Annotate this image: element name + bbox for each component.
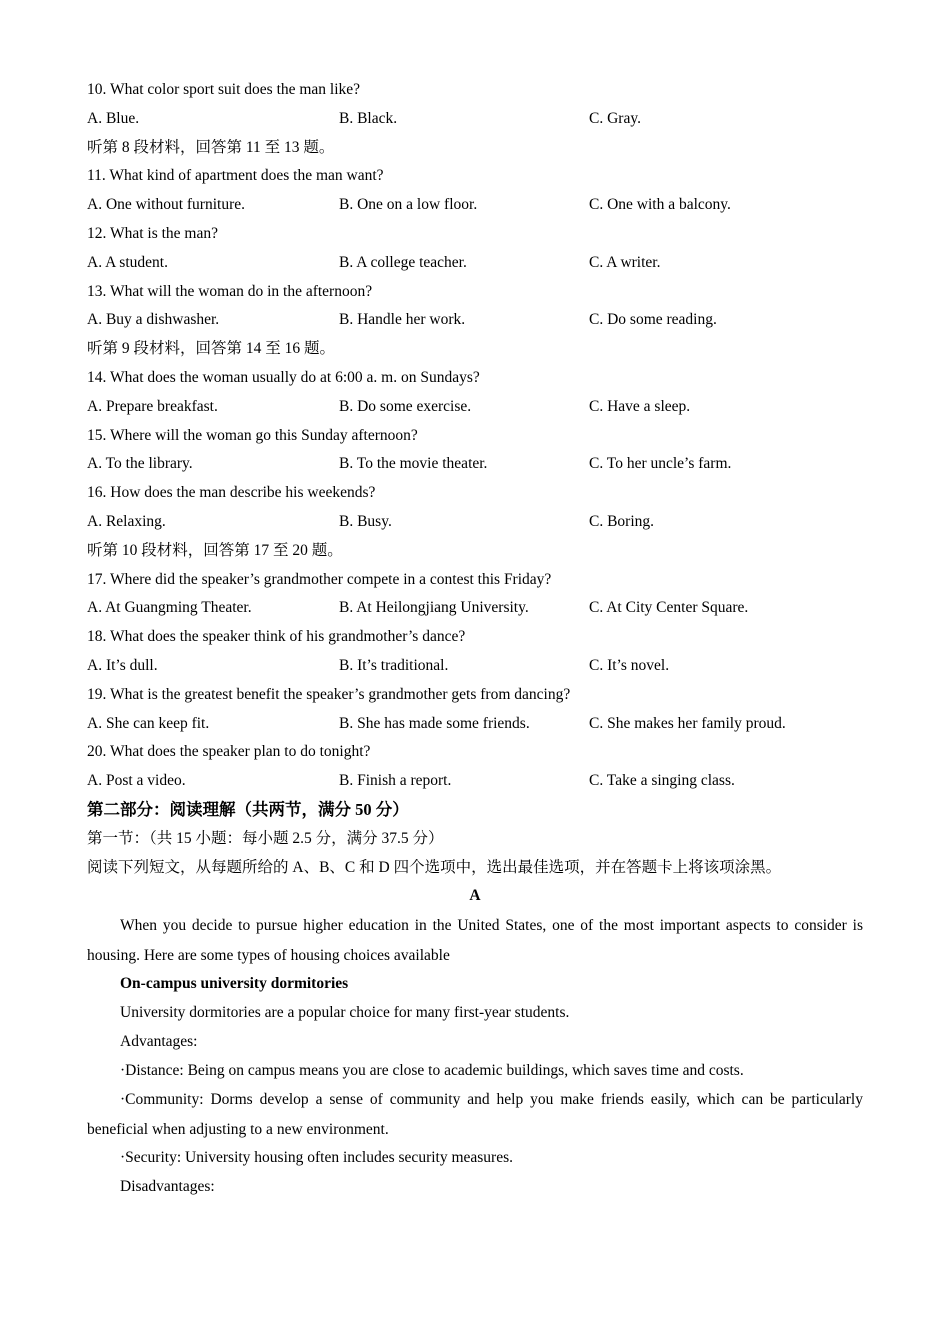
option-c: C. A writer. [589, 253, 661, 271]
question-12: 12. What is the man? [87, 224, 219, 242]
section-8-instruction: 听第 8 段材料，回答第 11 至 13 题。 [87, 138, 335, 156]
question-18: 18. What does the speaker think of his grandmother’s dance? [87, 628, 466, 646]
option-a: A. A student. [87, 253, 168, 271]
option-b: B. Busy. [339, 512, 392, 530]
option-b: B. She has made some friends. [339, 714, 530, 732]
passage-intro: When you decide to pursue higher education in the United States, one of the most important aspects to consider is housing. Here are some types of housing choices available [87, 917, 863, 964]
options-20 [87, 767, 863, 796]
option-a: A. Prepare breakfast. [87, 397, 218, 415]
options-14 [87, 393, 863, 422]
option-b: B. Black. [339, 109, 398, 127]
option-c: C. Gray. [589, 109, 641, 127]
section-1-title: 第一节：（共 15 小题：每小题 2.5 分，满分 37.5 分） [87, 829, 444, 847]
question-10: 10. What color sport suit does the man like? [87, 81, 361, 98]
option-a: A. Post a video. [87, 772, 186, 790]
options-18 [87, 652, 863, 681]
option-a: A. She can keep fit. [87, 714, 210, 732]
option-a: A. It’s dull. [87, 656, 158, 674]
question-19: 19. What is the greatest benefit the speaker’s grandmother gets from dancing? [87, 685, 571, 703]
passage-subheading: On-campus university dormitories [120, 975, 349, 993]
options-16 [87, 508, 863, 537]
options-19 [87, 710, 863, 739]
question-16: 16. How does the man describe his weekends? [87, 484, 376, 502]
options-11 [87, 191, 863, 220]
disadvantages-label: Disadvantages: [120, 1178, 215, 1196]
question-20: 20. What does the speaker plan to do tonight? [87, 743, 371, 761]
reading-instruction: 阅读下列短文，从每题所给的 A、B、C 和 D 四个选项中，选出最佳选项，并在答题卡上将该项涂黑。 [87, 858, 782, 876]
dorm-description: University dormitories are a popular choice for many first-year students. [120, 1003, 570, 1021]
advantage-community: ·Community: Dorms develop a sense of community and help you make friends easily, which can be particularly beneficial when adjusting to a new environment. [87, 1091, 863, 1138]
option-b: B. Do some exercise. [339, 397, 472, 415]
question-17: 17. Where did the speaker’s grandmother compete in a contest this Friday? [87, 570, 552, 588]
passage-label: A [469, 887, 481, 905]
option-a: A. Buy a dishwasher. [87, 311, 220, 329]
option-b: B. One on a low floor. [339, 196, 478, 214]
section-10-instruction: 听第 10 段材料，回答第 17 至 20 题。 [87, 541, 343, 559]
options-17 [87, 594, 863, 623]
advantages-label: Advantages: [120, 1032, 198, 1050]
option-c: C. One with a balcony. [589, 196, 731, 214]
option-a: A. To the library. [87, 455, 193, 473]
question-11: 11. What kind of apartment does the man want? [87, 167, 384, 185]
option-b: B. A college teacher. [339, 253, 467, 271]
option-b: B. Handle her work. [339, 311, 466, 329]
options-12 [87, 249, 863, 278]
option-c: C. Take a singing class. [589, 772, 735, 790]
advantage-security: ·Security: University housing often includes security measures. [120, 1149, 514, 1167]
exam-page [87, 76, 863, 1202]
options-13 [87, 306, 863, 335]
option-a: A. One without furniture. [87, 196, 245, 214]
option-a: A. Blue. [87, 109, 140, 127]
options-15 [87, 450, 863, 479]
section-9-instruction: 听第 9 段材料，回答第 14 至 16 题。 [87, 340, 336, 358]
question-15: 15. Where will the woman go this Sunday afternoon? [87, 426, 418, 444]
question-14: 14. What does the woman usually do at 6:00 a. m. on Sundays? [87, 368, 480, 386]
option-c: C. Have a sleep. [589, 397, 691, 415]
part-2-title: 第二部分：阅读理解（共两节，满分 50 分） [87, 799, 409, 819]
option-c: C. To her uncle’s farm. [589, 455, 732, 473]
option-b: B. To the movie theater. [339, 455, 488, 473]
option-a: A. Relaxing. [87, 512, 166, 530]
option-b: B. At Heilongjiang University. [339, 599, 529, 617]
advantage-distance: ·Distance: Being on campus means you are close to academic buildings, which saves time and costs. [120, 1061, 744, 1079]
option-c: C. Do some reading. [589, 311, 717, 329]
option-a: A. At Guangming Theater. [87, 599, 252, 617]
option-c: C. At City Center Square. [589, 599, 749, 617]
options-10 [87, 105, 863, 134]
option-c: C. It’s novel. [589, 656, 670, 674]
option-b: B. Finish a report. [339, 772, 452, 790]
option-c: C. Boring. [589, 512, 655, 530]
question-13: 13. What will the woman do in the afternoon? [87, 282, 373, 300]
option-b: B. It’s traditional. [339, 656, 449, 674]
option-c: C. She makes her family proud. [589, 714, 786, 732]
